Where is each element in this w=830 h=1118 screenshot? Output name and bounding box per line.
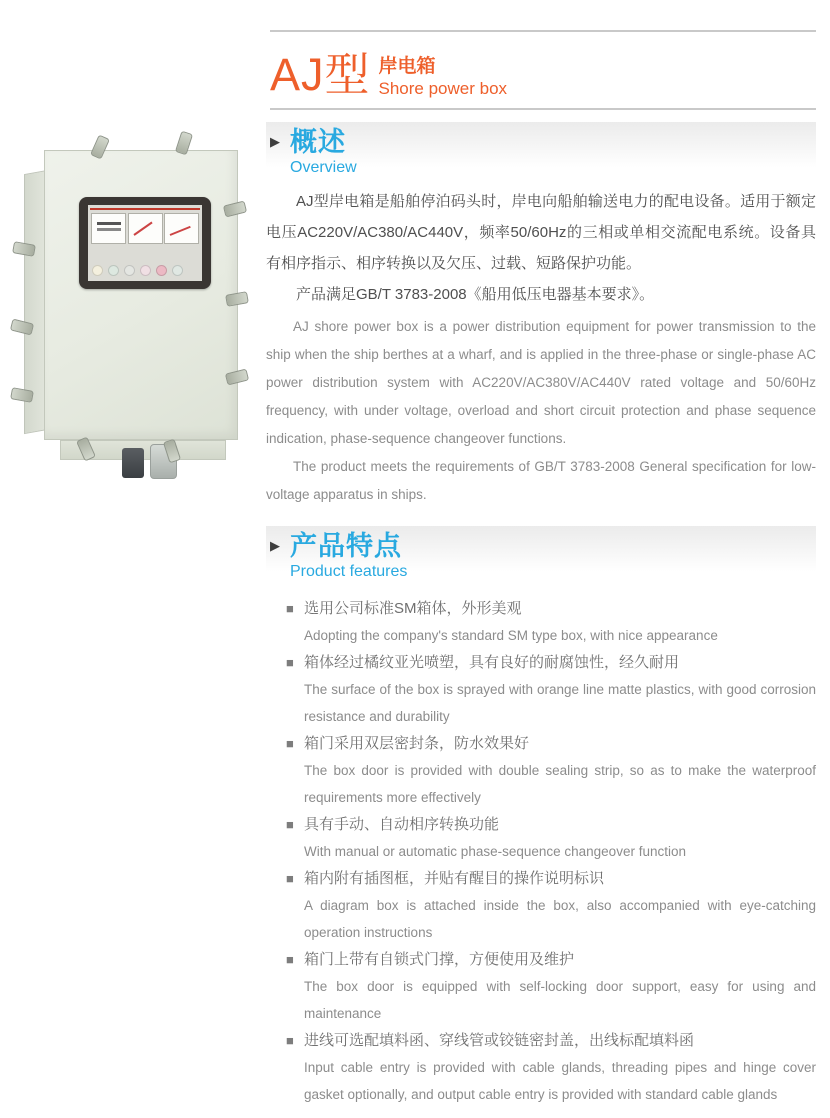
- latch-clamp: [10, 387, 34, 403]
- indicator-lamp: [124, 265, 135, 276]
- meter-row: [91, 213, 199, 244]
- product-name-block: [371, 50, 508, 99]
- overview-title-cn: 概述: [290, 127, 346, 157]
- bullet-square-icon: ■: [286, 655, 294, 670]
- feature-cn-text: 箱门采用双层密封条，防水效果好: [304, 735, 530, 752]
- features-heading: [266, 526, 816, 583]
- overview-paragraphs-cn: [266, 186, 816, 310]
- feature-cn-text: 箱门上带有自锁式门撑，方便使用及维护: [304, 951, 575, 968]
- product-name-cn: 岸电箱: [378, 56, 436, 77]
- feature-cn-line: [266, 649, 816, 676]
- feature-cn-line: [266, 1027, 816, 1054]
- indicator-lamp: [92, 265, 103, 276]
- feature-item: [266, 730, 816, 811]
- feature-cn-line: [266, 865, 816, 892]
- feature-cn-line: [266, 811, 816, 838]
- analog-meter: [164, 213, 199, 244]
- bullet-square-icon: ■: [286, 952, 294, 967]
- features-title-cn: 产品特点: [290, 531, 402, 561]
- feature-en-text: With manual or automatic phase-sequence changeover function: [304, 844, 686, 859]
- panel-red-stripe: [90, 208, 200, 210]
- feature-cn-line: [266, 595, 816, 622]
- feature-en-text: The box door is provided with double sealing strip, so as to make the waterproof requirements more effectively: [304, 763, 816, 805]
- indicator-lamp: [108, 265, 119, 276]
- meter-panel-window: [79, 197, 211, 289]
- feature-item: [266, 865, 816, 946]
- feature-item: [266, 595, 816, 649]
- features-section: [266, 526, 816, 1108]
- overview-title-en: Overview: [290, 159, 357, 176]
- feature-cn-text: 进线可选配填料函、穿线管或铰链密封盖，出线标配填料函: [304, 1032, 695, 1049]
- feature-cn-line: [266, 946, 816, 973]
- feature-item: [266, 946, 816, 1027]
- meter-panel-inner: [88, 205, 202, 281]
- features-title-en: Product features: [290, 563, 408, 580]
- feature-cn-line: [266, 730, 816, 757]
- overview-paragraph-en: AJ shore power box is a power distribution equipment for power transmission to the ship when the ship berthes at a wharf, and is applied in the three-phase or single-phase AC power distribution system with AC220V/AC380V/AC440V rated voltage and 50/60Hz frequency, with under voltage, overload and short circuit protection and phase sequence indication, phase-sequence changeover functions.: [266, 319, 816, 446]
- feature-cn-text: 具有手动、自动相序转换功能: [304, 816, 500, 833]
- feature-en-text: Adopting the company's standard SM type box, with nice appearance: [304, 628, 718, 643]
- bullet-square-icon: ■: [286, 736, 294, 751]
- counter-display: [97, 222, 121, 225]
- product-model: AJ型: [270, 49, 371, 100]
- bullet-square-icon: ■: [286, 817, 294, 832]
- meter-needle: [133, 222, 152, 236]
- bullet-square-icon: ■: [286, 871, 294, 886]
- overview-paragraph-cn: 产品满足GB/T 3783-2008《船用低压电器基本要求》。: [296, 286, 655, 303]
- overview-paragraph-en: The product meets the requirements of GB/T 3783-2008 General specification for low-voltage apparatus in ships.: [266, 459, 816, 502]
- analog-meter: [128, 213, 163, 244]
- counter-meter: [91, 213, 126, 244]
- bullet-square-icon: ■: [286, 1033, 294, 1048]
- header-bottom-rule: [270, 108, 816, 110]
- page-header: [270, 50, 507, 100]
- section-arrow-icon: ▶: [270, 538, 280, 553]
- overview-paragraph-cn: AJ型岸电箱是船舶停泊码头时，岸电向船舶输送电力的配电设备。适用于额定电压AC220V/AC380/AC440V，频率50/60Hz的三相或单相交流配电系统。设备具有相序指示、相序转换以及欠压、过载、短路保护功能。: [266, 193, 816, 272]
- feature-cn-text: 箱体经过橘纹亚光喷塑，具有良好的耐腐蚀性，经久耐用: [304, 654, 680, 671]
- feature-item: [266, 1027, 816, 1108]
- product-photo: [16, 140, 248, 458]
- feature-en-text: Input cable entry is provided with cable glands, threading pipes and hinge cover gasket optionally, and output cable entry is provided with standard cable glands: [304, 1060, 816, 1102]
- indicator-lamp: [156, 265, 167, 276]
- section-arrow-icon: ▶: [270, 134, 280, 149]
- feature-cn-text: 箱内附有插图框，并贴有醒目的操作说明标识: [304, 870, 605, 887]
- indicator-lamp-row: [92, 265, 198, 276]
- content-column: [266, 122, 816, 1108]
- overview-section: [266, 122, 816, 509]
- indicator-lamp: [172, 265, 183, 276]
- feature-en-text: A diagram box is attached inside the box, also accompanied with eye-catching operation instructions: [304, 898, 816, 940]
- feature-en-text: The surface of the box is sprayed with orange line matte plastics, with good corrosion resistance and durability: [304, 682, 816, 724]
- feature-cn-text: 选用公司标准SM箱体，外形美观: [304, 600, 522, 617]
- latch-clamp: [225, 291, 249, 307]
- overview-heading: [266, 122, 816, 179]
- overview-paragraphs-en: [266, 313, 816, 509]
- header-top-rule: [270, 30, 816, 32]
- meter-needle: [170, 226, 191, 236]
- cable-gland-dark: [122, 448, 144, 478]
- latch-clamp: [12, 241, 36, 257]
- box-front-face: [44, 150, 238, 440]
- feature-item: [266, 649, 816, 730]
- feature-list: [266, 595, 816, 1108]
- indicator-lamp: [140, 265, 151, 276]
- product-name-en: Shore power box: [378, 79, 508, 98]
- feature-en-text: The box door is equipped with self-locking door support, easy for using and maintenance: [304, 979, 816, 1021]
- bullet-square-icon: ■: [286, 601, 294, 616]
- feature-item: [266, 811, 816, 865]
